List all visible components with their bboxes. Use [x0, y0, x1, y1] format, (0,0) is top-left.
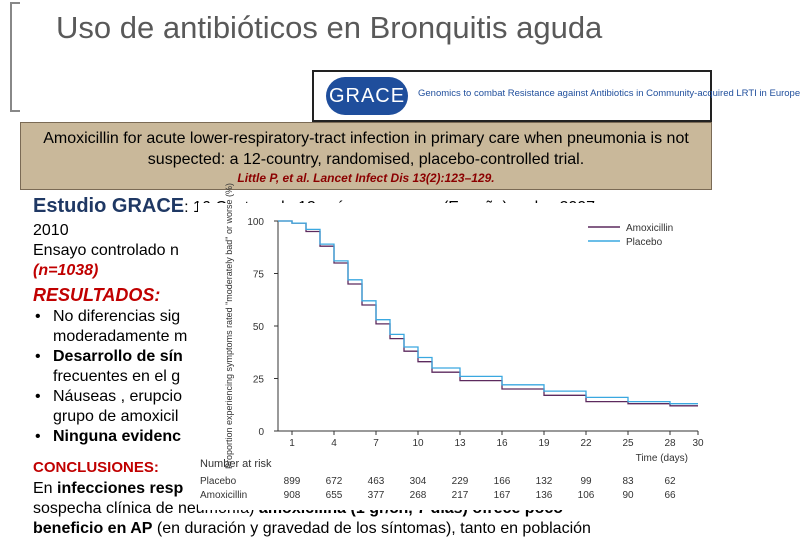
slide-title: Uso de antibióticos en Bronquitis aguda [56, 10, 603, 45]
y-axis-label: Proportion experiencing symptoms rated "moderately bad" or worse (%) [224, 182, 234, 470]
y-tick-label: 100 [247, 217, 264, 228]
result-text: grupo de amoxicil [53, 408, 179, 425]
kaplan-meier-chart [198, 182, 710, 510]
series-line-amoxicillin [278, 221, 698, 406]
risk-table-value: 136 [535, 490, 553, 501]
risk-table-value: 672 [325, 476, 343, 487]
result-text: No diferencias sig [53, 308, 181, 325]
study-description: : 16 Centros de 12 países europeos (España) en los 2007- [184, 199, 601, 216]
x-tick-label: 4 [331, 438, 337, 449]
risk-table-value: 83 [622, 476, 634, 487]
risk-table-title: Number at risk [200, 458, 272, 470]
x-axis-label: Time (days) [635, 453, 688, 464]
sample-size: (n=1038) [33, 262, 99, 279]
x-tick-label: 28 [664, 438, 676, 449]
title-bracket-top [10, 2, 20, 4]
result-bold-text: Desarrollo de sín [53, 348, 183, 365]
x-tick-label: 1 [289, 438, 295, 449]
y-tick-label: 0 [258, 427, 264, 438]
risk-table-value: 304 [409, 476, 427, 487]
legend-label: Amoxicillin [626, 223, 674, 234]
risk-table-value: 166 [493, 476, 511, 487]
y-tick-label: 75 [252, 269, 264, 281]
risk-table-value: 90 [622, 490, 634, 501]
conclusion-plain: En [33, 480, 58, 497]
risk-table-value: 268 [409, 490, 427, 501]
result-text: Náuseas , erupcio [53, 388, 182, 405]
title-bracket [10, 2, 12, 112]
series-line-placebo [278, 221, 698, 404]
result-bold-text: Ninguna evidenc [53, 428, 182, 445]
grace-logo-tagline: Genomics to combat Resistance against Antibiotics in Community-acquired LRTI in Europe [418, 88, 800, 99]
risk-table-value: 229 [451, 476, 469, 487]
risk-table-value: 908 [283, 490, 301, 501]
x-tick-label: 19 [538, 438, 550, 449]
conclusion-bold: infecciones resp [57, 480, 184, 497]
study-design: Ensayo controlado n [33, 242, 179, 259]
result-text: frecuentes en el g [53, 368, 181, 385]
conclusion-plain: (en duración y gravedad de los síntomas), tanto en población [152, 520, 591, 537]
risk-table-value: 899 [283, 476, 301, 487]
y-tick-label: 25 [252, 374, 264, 386]
study-years: 2010 [33, 222, 69, 239]
conclusion-bold: amoxicilina (1 gr/8h, 7 días) ofrece poco [258, 500, 564, 517]
risk-table-value: 167 [493, 490, 511, 501]
risk-table-value: 655 [325, 490, 343, 501]
conclusions-heading: CONCLUSIONES: [33, 459, 159, 476]
result-text: moderadamente m [53, 328, 188, 345]
x-tick-label: 25 [622, 438, 634, 449]
risk-table-value: 132 [535, 476, 553, 487]
study-label: Estudio GRACE [33, 195, 185, 217]
risk-table-row-label: Amoxicillin [200, 490, 248, 501]
conclusion-plain: sospecha clínica de neumonía) [33, 500, 259, 517]
risk-table-row-label: Placebo [200, 476, 237, 487]
x-tick-label: 30 [692, 438, 704, 449]
x-tick-label: 7 [373, 438, 379, 449]
title-bracket-bottom [10, 110, 20, 112]
x-tick-label: 10 [412, 438, 424, 449]
risk-table-value: 463 [367, 476, 385, 487]
legend-label: Placebo [626, 237, 663, 248]
conclusion-line-3 [33, 519, 713, 539]
paper-title: Amoxicillin for acute lower-respiratory-tract infection in primary care when pneumonia is not suspected: a 12-country, randomised, placebo-controlled trial. [43, 130, 689, 168]
x-tick-label: 16 [496, 438, 508, 449]
risk-table-value: 106 [577, 490, 595, 501]
results-heading: RESULTADOS: [33, 285, 161, 305]
grace-logo-box [312, 70, 800, 122]
risk-table-value: 217 [451, 490, 469, 501]
conclusion-bold: beneficio en AP [33, 520, 153, 537]
risk-table-value: 377 [367, 490, 385, 501]
grace-logo-badge: GRACE [326, 77, 408, 115]
risk-table-value: 62 [664, 476, 676, 487]
paper-reference-box [20, 122, 712, 190]
risk-table-value: 66 [664, 490, 676, 501]
x-tick-label: 13 [454, 438, 466, 449]
risk-table-value: 99 [580, 476, 592, 487]
paper-citation: Little P, et al. Lancet Infect Dis 13(2):123–129. [237, 171, 495, 185]
y-tick-label: 50 [252, 322, 264, 333]
x-tick-label: 22 [580, 438, 592, 449]
